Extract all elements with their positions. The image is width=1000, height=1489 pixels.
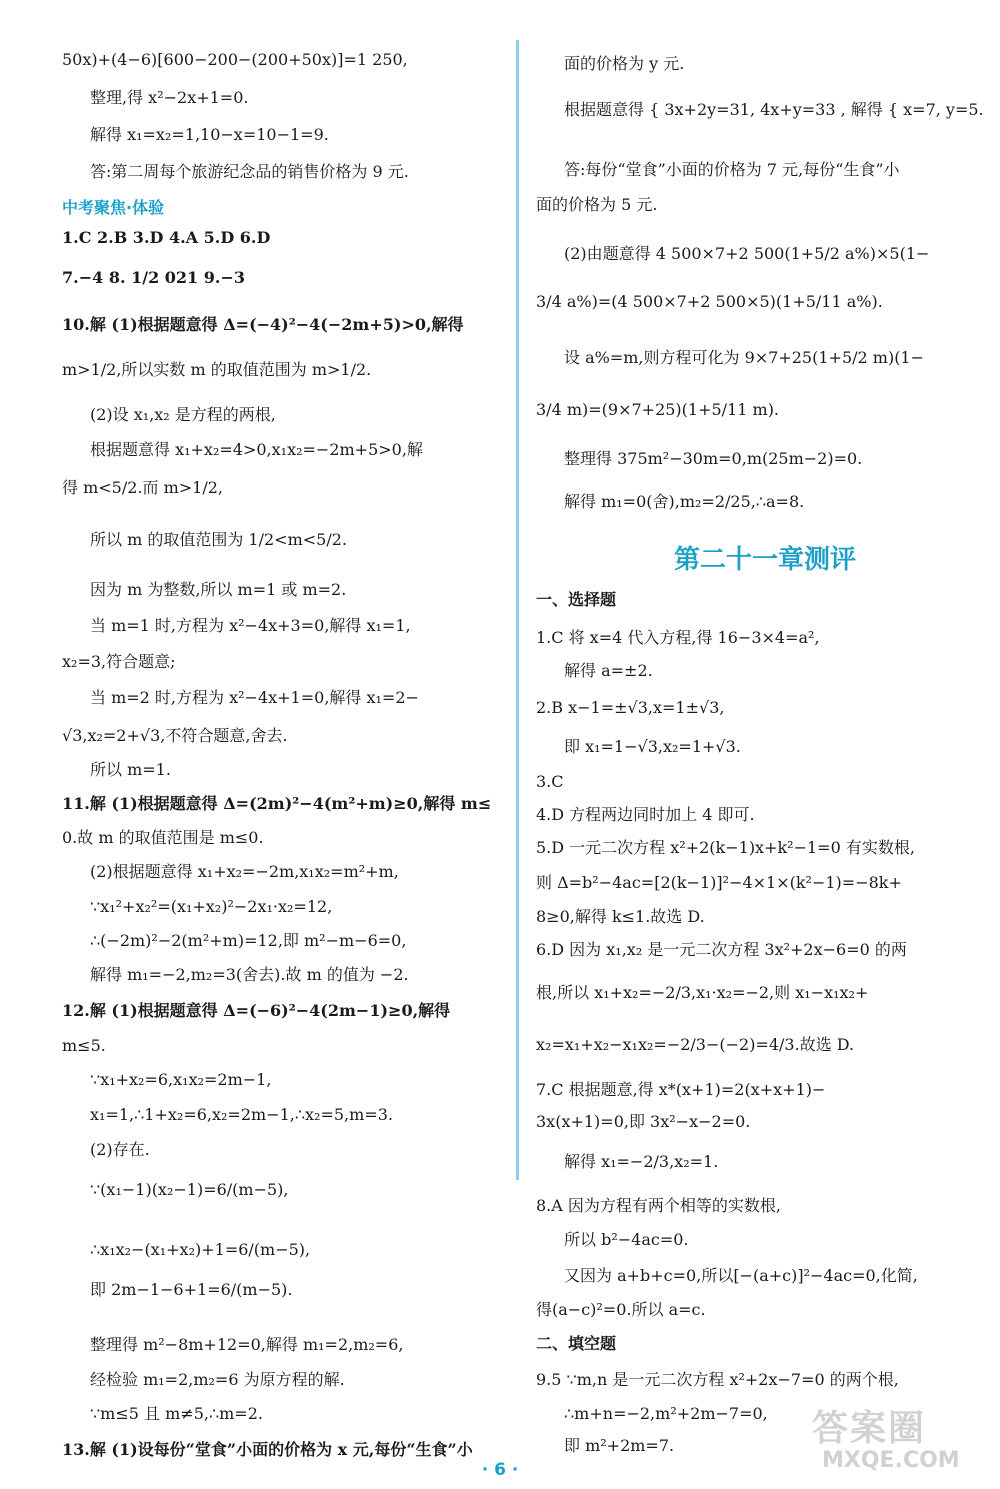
watermark-url: MXQE.COM <box>822 1448 960 1473</box>
text-line: x₁=1,∴1+x₂=6,x₂=2m−1,∴x₂=5,m=3. <box>90 1105 393 1124</box>
text-line: 解得 a=±2. <box>564 661 653 680</box>
text-line: 0.故 m 的取值范围是 m≤0. <box>62 828 264 847</box>
text-line: 即 2m−1−6+1=6/(m−5). <box>90 1280 293 1299</box>
text-line: ∵x₁²+x₂²=(x₁+x₂)²−2x₁·x₂=12, <box>90 897 333 916</box>
text-line: (2)设 x₁,x₂ 是方程的两根, <box>90 405 276 424</box>
section-heading: 一、选择题 <box>536 590 617 609</box>
watermark-logo <box>812 1400 994 1480</box>
text-line: √3,x₂=2+√3,不符合题意,舍去. <box>62 726 288 745</box>
text-line: ∴m+n=−2,m²+2m−7=0, <box>564 1404 768 1423</box>
text-line: 10.解 (1)根据题意得 Δ=(−4)²−4(−2m+5)>0,解得 <box>62 315 464 334</box>
text-line: 设 a%=m,则方程可化为 9×7+25(1+5/2 m)(1− <box>564 348 925 367</box>
chapter-title: 第二十一章测评 <box>673 545 856 575</box>
page-number: · 6 · <box>481 1460 519 1480</box>
text-line: 经检验 m₁=2,m₂=6 为原方程的解. <box>90 1370 345 1389</box>
text-line: (2)存在. <box>90 1140 150 1159</box>
text-line: 9.5 ∵m,n 是一元二次方程 x²+2x−7=0 的两个根, <box>536 1370 899 1389</box>
text-line: x₂=3,符合题意; <box>62 652 176 671</box>
text-line: 13.解 (1)设每份“堂食”小面的价格为 x 元,每份“生食”小 <box>62 1440 473 1459</box>
text-line: 得 m<5/2.而 m>1/2, <box>62 478 224 497</box>
text-line: 得(a−c)²=0.所以 a=c. <box>536 1300 706 1319</box>
text-line: 整理,得 x²−2x+1=0. <box>90 88 249 107</box>
text-line: 7.−4 8. 1/2 021 9.−3 <box>62 268 245 287</box>
text-line: 则 Δ=b²−4ac=[2(k−1)]²−4×1×(k²−1)=−8k+ <box>536 873 902 892</box>
text-line: ∵(x₁−1)(x₂−1)=6/(m−5), <box>90 1180 289 1199</box>
text-line: 答:第二周每个旅游纪念品的销售价格为 9 元. <box>90 162 409 181</box>
text-line: 3.C <box>536 772 564 791</box>
text-line: 答:每份“堂食”小面的价格为 7 元,每份“生食”小 <box>564 160 900 179</box>
text-line: m≤5. <box>62 1036 106 1055</box>
text-line: 4.D 方程两边同时加上 4 即可. <box>536 805 755 824</box>
text-line: 8≥0,解得 k≤1.故选 D. <box>536 907 705 926</box>
text-line: 整理得 375m²−30m=0,m(25m−2)=0. <box>564 449 863 468</box>
text-line: 3/4 m)=(9×7+25)(1+5/11 m). <box>536 400 780 419</box>
text-line: 6.D 因为 x₁,x₂ 是一元二次方程 3x²+2x−6=0 的两 <box>536 940 907 959</box>
text-line: 即 x₁=1−√3,x₂=1+√3. <box>564 737 741 756</box>
text-line: 5.D 一元二次方程 x²+2(k−1)x+k²−1=0 有实数根, <box>536 838 915 857</box>
text-line: x₂=x₁+x₂−x₁x₂=−2/3−(−2)=4/3.故选 D. <box>536 1035 855 1054</box>
text-line: 11.解 (1)根据题意得 Δ=(2m)²−4(m²+m)≥0,解得 m≤ <box>62 794 492 813</box>
text-line: 2.B x−1=±√3,x=1±√3, <box>536 698 725 717</box>
text-line: ∴(−2m)²−2(m²+m)=12,即 m²−m−6=0, <box>90 931 407 950</box>
column-divider <box>516 40 519 1180</box>
text-line: 因为 m 为整数,所以 m=1 或 m=2. <box>90 580 347 599</box>
text-line: 1.C 2.B 3.D 4.A 5.D 6.D <box>62 228 271 247</box>
text-line: 1.C 将 x=4 代入方程,得 16−3×4=a², <box>536 628 820 647</box>
text-line: 解得 m₁=0(舍),m₂=2/25,∴a=8. <box>564 492 805 511</box>
text-line: 即 m²+2m=7. <box>564 1436 675 1455</box>
text-line: 所以 b²−4ac=0. <box>564 1230 689 1249</box>
text-line: 3/4 a%)=(4 500×7+2 500×5)(1+5/11 a%). <box>536 292 883 311</box>
text-line: ∵m≤5 且 m≠5,∴m=2. <box>90 1404 263 1423</box>
text-line: 解得 x₁=−2/3,x₂=1. <box>564 1152 719 1171</box>
section-heading: 中考聚焦·体验 <box>62 198 165 217</box>
text-line: 12.解 (1)根据题意得 Δ=(−6)²−4(2m−1)≥0,解得 <box>62 1001 451 1020</box>
text-line: 所以 m 的取值范围为 1/2<m<5/2. <box>90 530 348 549</box>
text-line: 50x)+(4−6)[600−200−(200+50x)]=1 250, <box>62 50 408 69</box>
text-line: ∵x₁+x₂=6,x₁x₂=2m−1, <box>90 1070 272 1089</box>
text-line: 7.C 根据题意,得 x*(x+1)=2(x+x+1)− <box>536 1080 826 1099</box>
text-line: 又因为 a+b+c=0,所以[−(a+c)]²−4ac=0,化简, <box>564 1266 918 1285</box>
text-line: ∴x₁x₂−(x₁+x₂)+1=6/(m−5), <box>90 1240 311 1259</box>
text-line: 当 m=2 时,方程为 x²−4x+1=0,解得 x₁=2− <box>90 688 419 707</box>
text-line: 根据题意得 { 3x+2y=31, 4x+y=33 , 解得 { x=7, y=5. <box>564 100 984 119</box>
text-line: (2)根据题意得 x₁+x₂=−2m,x₁x₂=m²+m, <box>90 862 399 881</box>
text-line: 整理得 m²−8m+12=0,解得 m₁=2,m₂=6, <box>90 1335 404 1354</box>
text-line: 当 m=1 时,方程为 x²−4x+3=0,解得 x₁=1, <box>90 616 411 635</box>
text-line: 解得 m₁=−2,m₂=3(舍去).故 m 的值为 −2. <box>90 965 409 984</box>
text-line: 根据题意得 x₁+x₂=4>0,x₁x₂=−2m+5>0,解 <box>90 440 423 459</box>
text-line: 面的价格为 y 元. <box>564 54 685 73</box>
watermark-logo-text: 答案圈 <box>812 1408 927 1449</box>
text-line: 8.A 因为方程有两个相等的实数根, <box>536 1196 781 1215</box>
text-line: m>1/2,所以实数 m 的取值范围为 m>1/2. <box>62 360 372 379</box>
text-line: 根,所以 x₁+x₂=−2/3,x₁·x₂=−2,则 x₁−x₁x₂+ <box>536 983 869 1002</box>
text-line: 3x(x+1)=0,即 3x²−x−2=0. <box>536 1112 751 1131</box>
section-heading: 二、填空题 <box>536 1334 617 1353</box>
text-line: 面的价格为 5 元. <box>536 195 658 214</box>
text-line: 所以 m=1. <box>90 760 171 779</box>
text-line: 解得 x₁=x₂=1,10−x=10−1=9. <box>90 125 329 144</box>
text-line: (2)由题意得 4 500×7+2 500(1+5/2 a%)×5(1− <box>564 244 930 263</box>
